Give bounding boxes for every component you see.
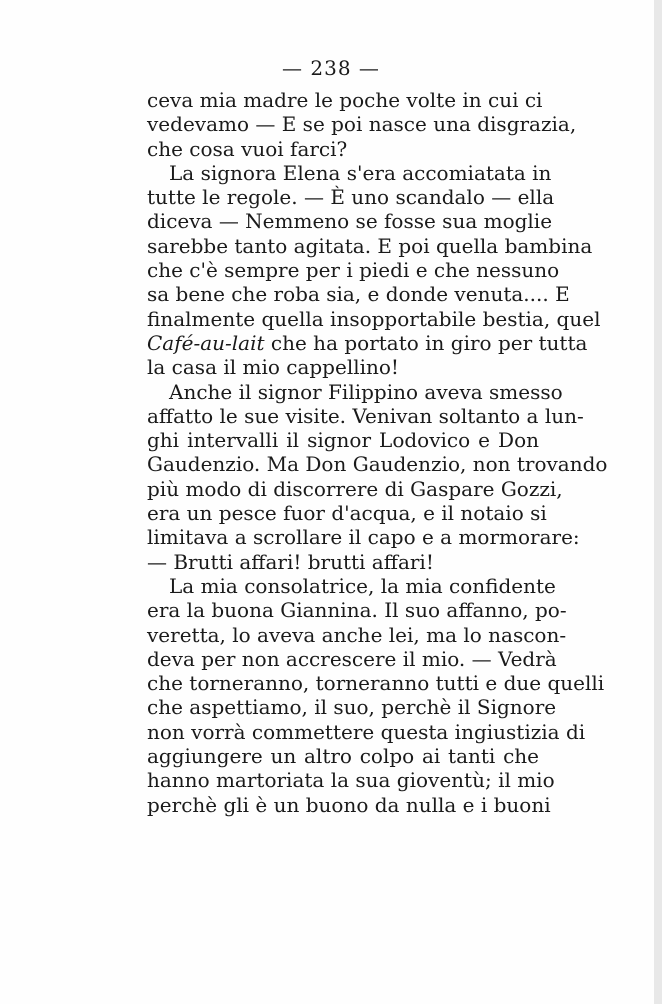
text-line: finalmente quella insopportabile bestia, quel	[147, 306, 601, 331]
text-line: affatto le sue visite. Venivan soltanto a lun-	[147, 403, 584, 428]
text-line: non vorrà commettere questa ingiustizia di	[147, 719, 586, 744]
text-line: vedevamo — E se poi nasce una disgrazia,	[147, 112, 577, 137]
text-line: era un pesce fuor d'acqua, e il notaio si	[147, 501, 547, 526]
text-line	[147, 330, 588, 355]
text-line: che c'è sempre per i piedi e che nessuno	[147, 258, 560, 283]
text-line: deva per non accrescere il mio. — Vedrà	[147, 646, 557, 671]
text-line: Anche il signor Filippino aveva smesso	[169, 379, 563, 404]
text-line: La mia consolatrice, la mia confidente	[169, 573, 556, 598]
page-number: — 238 —	[282, 56, 380, 80]
text-line: veretta, lo aveva anche lei, ma lo nascon-	[147, 622, 567, 647]
text-line: La signora Elena s'era accomiatata in	[169, 160, 552, 185]
text-line: la casa il mio cappellino!	[147, 355, 399, 380]
italic-phrase: Café-au-lait	[147, 330, 265, 355]
text-line: ghi intervalli il signor Lodovico e Don	[147, 428, 539, 453]
text-line: aggiungere un altro colpo ai tanti che	[147, 744, 539, 769]
text-line: era la buona Giannina. Il suo affanno, po-	[147, 598, 567, 623]
text-line: più modo di discorrere di Gaspare Gozzi,	[147, 476, 563, 501]
text-line-rest: che ha portato in giro per tutta	[270, 330, 588, 355]
text-line: — Brutti affari! brutti affari!	[147, 549, 434, 574]
text-line: che cosa vuoi farci?	[147, 136, 348, 161]
text-line: limitava a scrollare il capo e a mormorare:	[147, 525, 580, 550]
text-line: tutte le regole. — È uno scandalo — ella	[147, 185, 555, 210]
text-line: sa bene che roba sia, e donde venuta.... E	[147, 282, 570, 307]
text-line: che torneranno, torneranno tutti e due quelli	[147, 671, 605, 696]
text-line: hanno martoriata la sua gioventù; il mio	[147, 768, 555, 793]
text-line: Gaudenzio. Ma Don Gaudenzio, non trovando	[147, 452, 608, 477]
page-edge-shadow	[654, 0, 662, 1004]
text-line: sarebbe tanto agitata. E poi quella bambina	[147, 233, 593, 258]
body-text	[147, 88, 608, 817]
text-line: ceva mia madre le poche volte in cui ci	[147, 88, 543, 112]
text-line: perchè gli è un buono da nulla e i buoni	[147, 792, 551, 817]
text-line: che aspettiamo, il suo, perchè il Signore	[147, 695, 557, 720]
text-line: diceva — Nemmeno se fosse sua moglie	[147, 209, 553, 234]
